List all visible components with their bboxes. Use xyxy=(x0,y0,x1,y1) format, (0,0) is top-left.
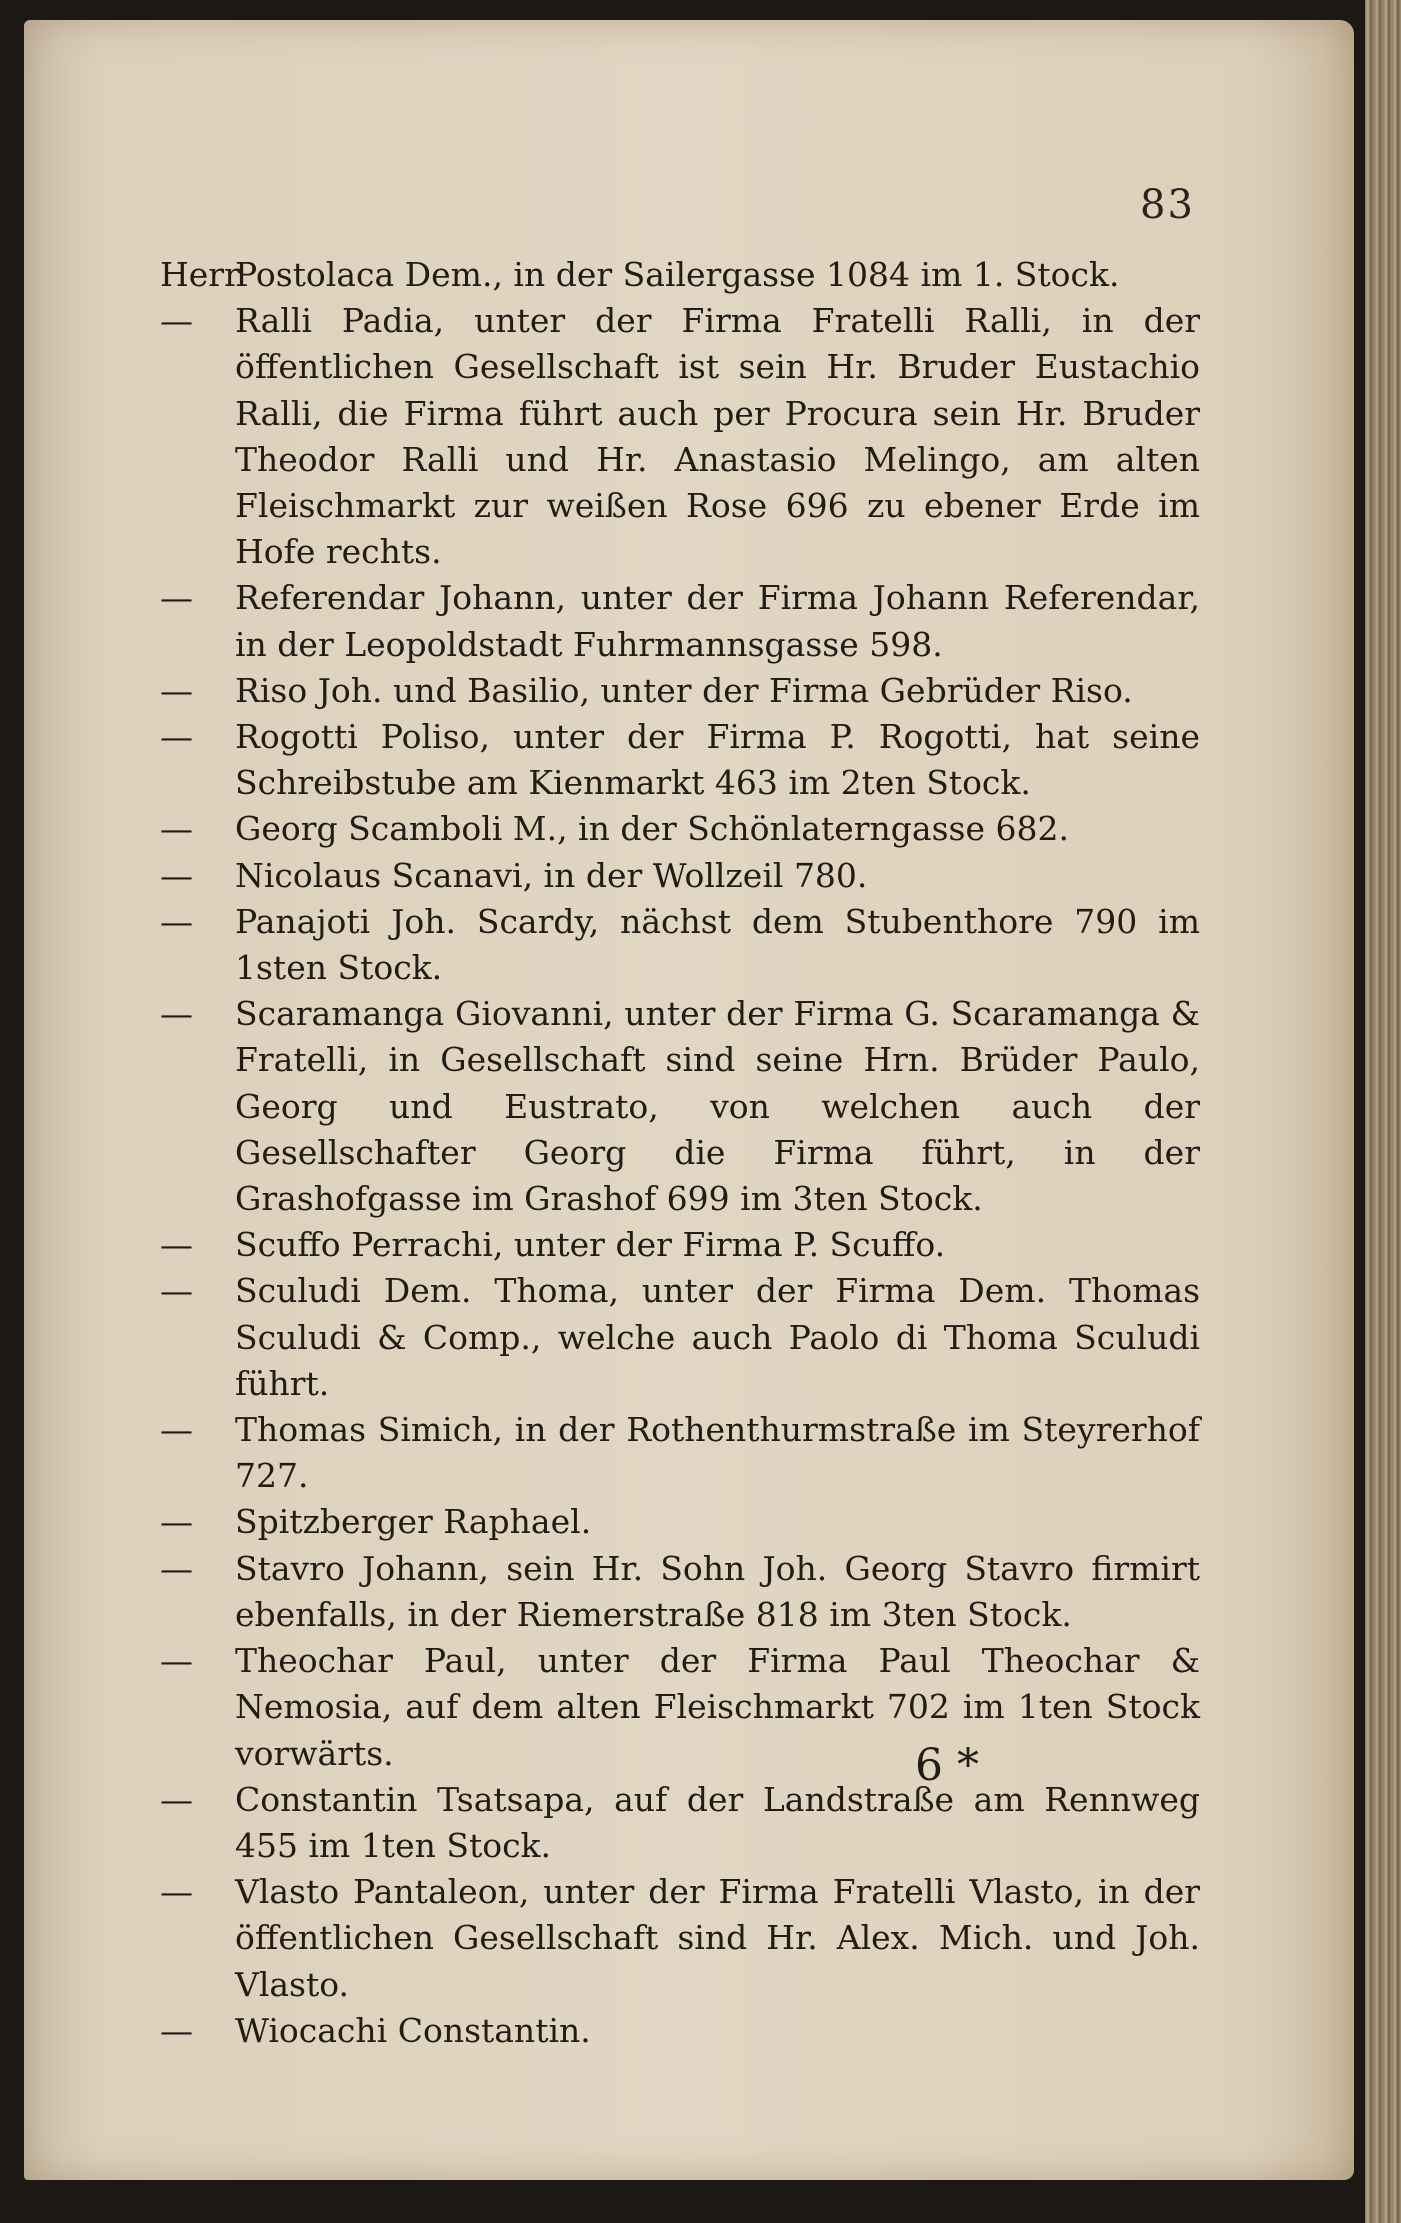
list-item xyxy=(160,298,1200,575)
list-item xyxy=(160,853,1200,899)
entry-prefix: — xyxy=(160,1641,193,1681)
list-item xyxy=(160,1638,1200,1777)
entry-text: Scaramanga Giovanni, unter der Firma G. Scaramanga & Fratelli, in Gesellschaft sind seine Hrn. Brüder Paulo, Georg und Eustrato, von welchen auch der Gesellschafter Georg die Firma führt, in der Grashofgasse im Grashof 699 im 3ten Stock. xyxy=(235,994,1200,1219)
list-item xyxy=(160,668,1200,714)
entry-text: Wiocachi Constantin. xyxy=(235,2010,591,2050)
entry-text: Referendar Johann, unter der Firma Johann Referendar, in der Leopoldstadt Fuhrmannsgasse 598. xyxy=(235,578,1200,664)
entry-prefix: — xyxy=(160,1410,193,1450)
entry-prefix: — xyxy=(160,670,193,710)
entry-text: Sculudi Dem. Thoma, unter der Firma Dem. Thomas Sculudi & Comp., welche auch Paolo di Thoma Sculudi führt. xyxy=(235,1271,1200,1403)
page-edge xyxy=(1365,0,1401,2223)
directory-entries xyxy=(160,252,1200,2054)
list-item xyxy=(160,1268,1200,1407)
entry-prefix: — xyxy=(160,578,193,618)
entry-text: Constantin Tsatsapa, auf der Landstraße am Rennweg 455 im 1ten Stock. xyxy=(235,1779,1200,1865)
list-item xyxy=(160,991,1200,1222)
entry-prefix: — xyxy=(160,1872,193,1912)
entry-text: Scuffo Perrachi, unter der Firma P. Scuffo. xyxy=(235,1225,946,1265)
entry-text: Spitzberger Raphael. xyxy=(235,1502,592,1542)
page-number: 83 xyxy=(1140,182,1195,228)
list-item xyxy=(160,899,1200,991)
entry-prefix: Herr xyxy=(160,255,240,294)
list-item xyxy=(160,575,1200,667)
list-item xyxy=(160,1546,1200,1638)
entry-prefix: — xyxy=(160,1779,193,1819)
entry-text: Postolaca Dem., in der Sailergasse 1084 im 1. Stock. xyxy=(235,255,1120,294)
list-item xyxy=(160,1499,1200,1545)
entry-text: Vlasto Pantaleon, unter der Firma Fratelli Vlasto, in der öffentlichen Gesellschaft sind Hr. Alex. Mich. und Joh. Vlasto. xyxy=(235,1872,1200,2004)
entry-prefix: — xyxy=(160,809,193,849)
entry-text: Nicolaus Scanavi, in der Wollzeil 780. xyxy=(235,855,868,895)
list-item xyxy=(160,1222,1200,1268)
entry-text: Rogotti Poliso, unter der Firma P. Rogotti, hat seine Schreibstube am Kienmarkt 463 im 2ten Stock. xyxy=(235,717,1200,803)
entry-text: Stavro Johann, sein Hr. Sohn Joh. Georg Stavro firmirt ebenfalls, in der Riemerstraße 818 im 3ten Stock. xyxy=(235,1548,1200,1634)
entry-prefix: — xyxy=(160,1271,193,1311)
list-item xyxy=(160,714,1200,806)
entry-prefix: — xyxy=(160,717,193,757)
entry-prefix: — xyxy=(160,1502,193,1542)
entry-prefix: — xyxy=(160,2010,193,2050)
entry-text: Thomas Simich, in der Rothenthurmstraße im Steyrerhof 727. xyxy=(235,1410,1200,1496)
entry-prefix: — xyxy=(160,1225,193,1265)
list-item xyxy=(160,806,1200,852)
entry-text: Riso Joh. und Basilio, unter der Firma Gebrüder Riso. xyxy=(235,670,1133,710)
entry-prefix: — xyxy=(160,901,193,941)
entry-text: Theochar Paul, unter der Firma Paul Theochar & Nemosia, auf dem alten Fleischmarkt 702 im 1ten Stock vorwärts. xyxy=(235,1641,1200,1773)
list-item xyxy=(160,2008,1200,2054)
entry-prefix: — xyxy=(160,301,193,341)
list-item xyxy=(160,1407,1200,1499)
entry-prefix: — xyxy=(160,1548,193,1588)
entry-prefix: — xyxy=(160,994,193,1034)
list-item xyxy=(160,1869,1200,2008)
entry-text: Georg Scamboli M., in der Schönlaterngasse 682. xyxy=(235,809,1069,849)
signature-mark: 6 * xyxy=(915,1740,979,1791)
list-item xyxy=(160,1777,1200,1869)
list-item xyxy=(160,252,1200,298)
entry-text: Panajoti Joh. Scardy, nächst dem Stubenthore 790 im 1sten Stock. xyxy=(235,901,1200,988)
entry-prefix: — xyxy=(160,855,193,895)
entry-text: Ralli Padia, unter der Firma Fratelli Ralli, in der öffentlichen Gesellschaft ist sein Hr. Bruder Eustachio Ralli, die Firma führt auch per Procura sein Hr. Bruder Theodor Ralli und Hr. Anastasio Melingo, am alten Fleischmarkt zur weißen Rose 696 zu ebener Erde im Hofe rechts. xyxy=(235,301,1200,572)
